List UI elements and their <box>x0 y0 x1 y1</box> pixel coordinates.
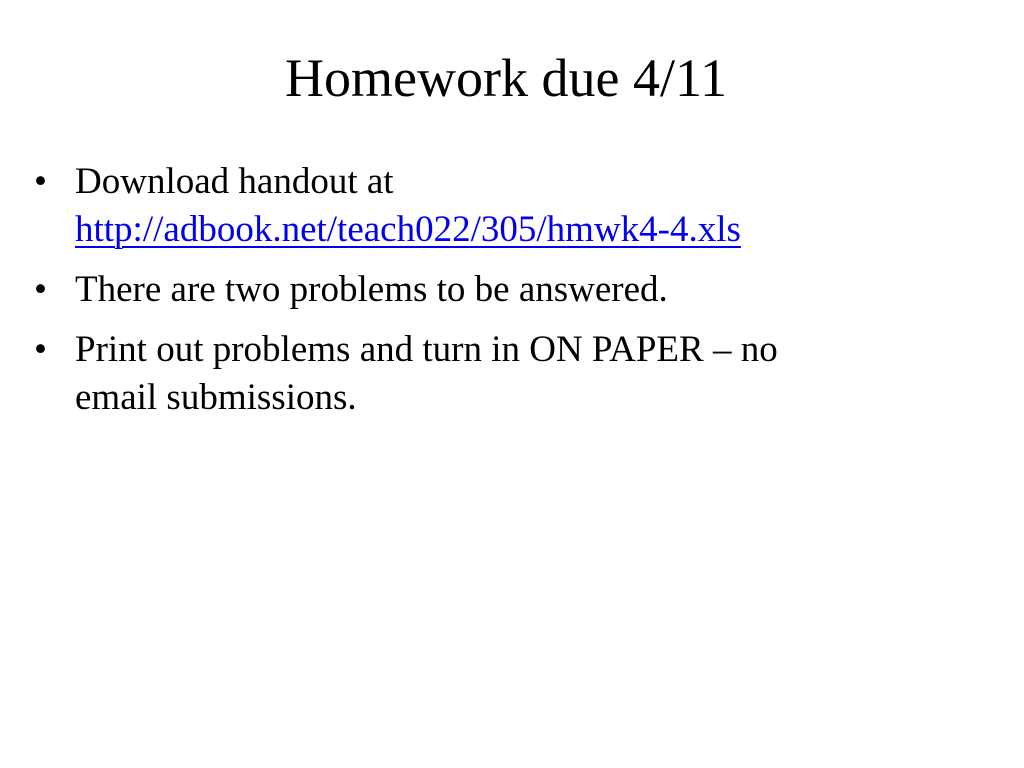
bullet-item-print <box>34 326 984 422</box>
bullet-text-line-2: email submissions. <box>75 377 357 418</box>
bullet-marker: • <box>34 329 47 370</box>
bullet-text: There are two problems to be answered. <box>75 269 668 310</box>
handout-link[interactable]: http://adbook.net/teach022/305/hmwk4-4.xls <box>75 209 741 250</box>
bullet-text: Download handout at <box>75 161 394 202</box>
bullet-item-download <box>34 158 984 254</box>
bullet-list <box>34 158 984 434</box>
bullet-item-problems <box>34 266 984 314</box>
slide-title: Homework due 4/11 <box>285 48 727 108</box>
bullet-marker: • <box>34 161 47 202</box>
bullet-text-line-1: Print out problems and turn in ON PAPER – no <box>75 329 778 370</box>
bullet-marker: • <box>34 269 47 310</box>
